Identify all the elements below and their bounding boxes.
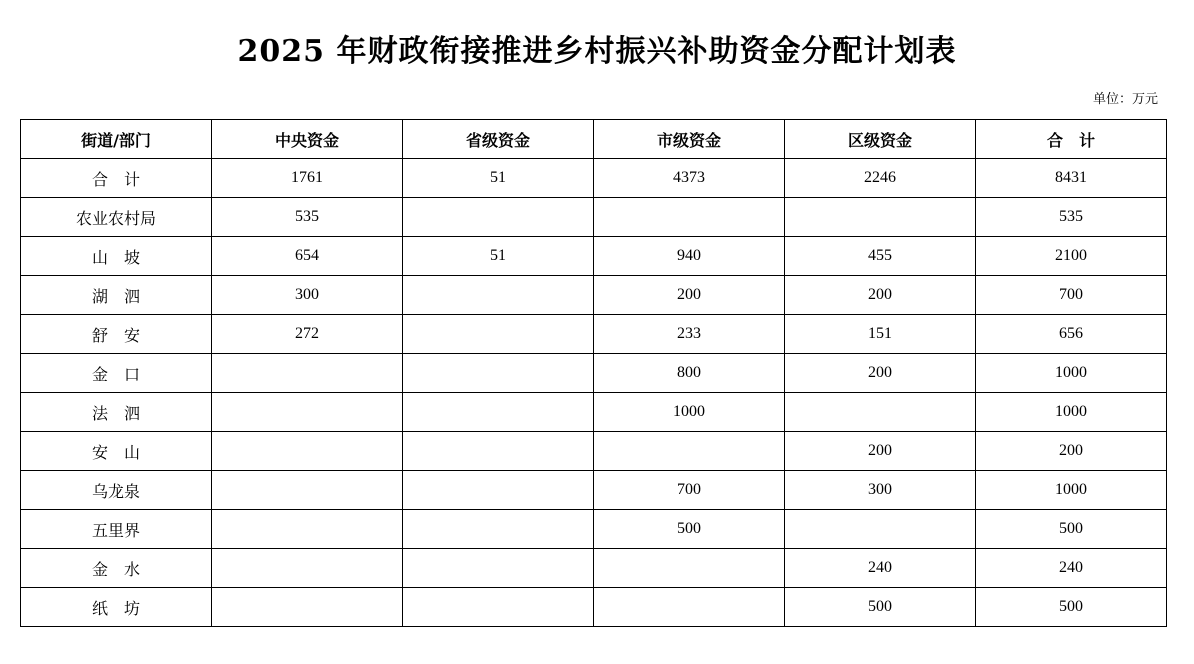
cell-central (212, 354, 403, 393)
cell-provincial: 51 (403, 237, 594, 276)
cell-central (212, 588, 403, 627)
total-row-label: 合 计 (21, 159, 212, 198)
header-district-funds: 区级资金 (785, 120, 976, 159)
cell-central: 300 (212, 276, 403, 315)
allocation-table (20, 119, 1167, 627)
header-total: 合 计 (976, 120, 1167, 159)
cell-district (785, 198, 976, 237)
cell-provincial (403, 510, 594, 549)
cell-central: 535 (212, 198, 403, 237)
cell-provincial (403, 393, 594, 432)
cell-provincial (403, 276, 594, 315)
cell-provincial (403, 549, 594, 588)
table-row (21, 354, 1167, 393)
cell-total: 1000 (976, 354, 1167, 393)
header-municipal-funds: 市级资金 (594, 120, 785, 159)
table-row (21, 432, 1167, 471)
cell-provincial (403, 354, 594, 393)
cell-provincial (403, 432, 594, 471)
header-provincial-funds: 省级资金 (403, 120, 594, 159)
cell-total: 2100 (976, 237, 1167, 276)
table-row (21, 276, 1167, 315)
row-name: 湖 泗 (21, 276, 212, 315)
cell-central (212, 393, 403, 432)
cell-provincial (403, 471, 594, 510)
row-name: 乌龙泉 (21, 471, 212, 510)
cell-municipal: 233 (594, 315, 785, 354)
cell-municipal (594, 198, 785, 237)
table-row (21, 588, 1167, 627)
cell-central (212, 510, 403, 549)
cell-central (212, 549, 403, 588)
cell-central: 272 (212, 315, 403, 354)
header-district: 街道/部门 (21, 120, 212, 159)
cell-central (212, 471, 403, 510)
cell-municipal: 1000 (594, 393, 785, 432)
row-name: 金 水 (21, 549, 212, 588)
cell-total: 240 (976, 549, 1167, 588)
cell-provincial (403, 588, 594, 627)
table-row (21, 237, 1167, 276)
cell-provincial (403, 315, 594, 354)
total-total: 8431 (976, 159, 1167, 198)
total-municipal: 4373 (594, 159, 785, 198)
cell-municipal: 940 (594, 237, 785, 276)
row-name: 法 泗 (21, 393, 212, 432)
table-body (21, 159, 1167, 627)
cell-municipal: 800 (594, 354, 785, 393)
cell-district: 300 (785, 471, 976, 510)
cell-district (785, 393, 976, 432)
table-row (21, 471, 1167, 510)
cell-municipal: 200 (594, 276, 785, 315)
cell-total: 656 (976, 315, 1167, 354)
total-central: 1761 (212, 159, 403, 198)
cell-total: 535 (976, 198, 1167, 237)
cell-district: 500 (785, 588, 976, 627)
cell-district (785, 510, 976, 549)
row-name: 五里界 (21, 510, 212, 549)
cell-municipal: 500 (594, 510, 785, 549)
cell-district: 200 (785, 354, 976, 393)
cell-total: 500 (976, 588, 1167, 627)
table-row (21, 549, 1167, 588)
cell-total: 1000 (976, 471, 1167, 510)
row-name: 金 口 (21, 354, 212, 393)
table-row (21, 393, 1167, 432)
cell-municipal: 700 (594, 471, 785, 510)
table-header-row (21, 120, 1167, 159)
total-row (21, 159, 1167, 198)
cell-municipal (594, 549, 785, 588)
row-name: 纸 坊 (21, 588, 212, 627)
cell-municipal (594, 432, 785, 471)
cell-total: 500 (976, 510, 1167, 549)
cell-total: 200 (976, 432, 1167, 471)
cell-district: 151 (785, 315, 976, 354)
cell-central: 654 (212, 237, 403, 276)
cell-district: 455 (785, 237, 976, 276)
document-title: 2025 年财政衔接推进乡村振兴补助资金分配计划表 (237, 34, 957, 69)
table-row (21, 315, 1167, 354)
cell-central (212, 432, 403, 471)
total-district: 2246 (785, 159, 976, 198)
cell-total: 1000 (976, 393, 1167, 432)
cell-district: 240 (785, 549, 976, 588)
total-provincial: 51 (403, 159, 594, 198)
cell-provincial (403, 198, 594, 237)
cell-district: 200 (785, 276, 976, 315)
unit-label: 单位：万元 (1092, 92, 1158, 107)
cell-district: 200 (785, 432, 976, 471)
cell-municipal (594, 588, 785, 627)
cell-total: 700 (976, 276, 1167, 315)
table-row (21, 510, 1167, 549)
row-name: 山 坡 (21, 237, 212, 276)
header-central-funds: 中央资金 (212, 120, 403, 159)
row-name: 农业农村局 (21, 198, 212, 237)
row-name: 舒 安 (21, 315, 212, 354)
table-row (21, 198, 1167, 237)
row-name: 安 山 (21, 432, 212, 471)
